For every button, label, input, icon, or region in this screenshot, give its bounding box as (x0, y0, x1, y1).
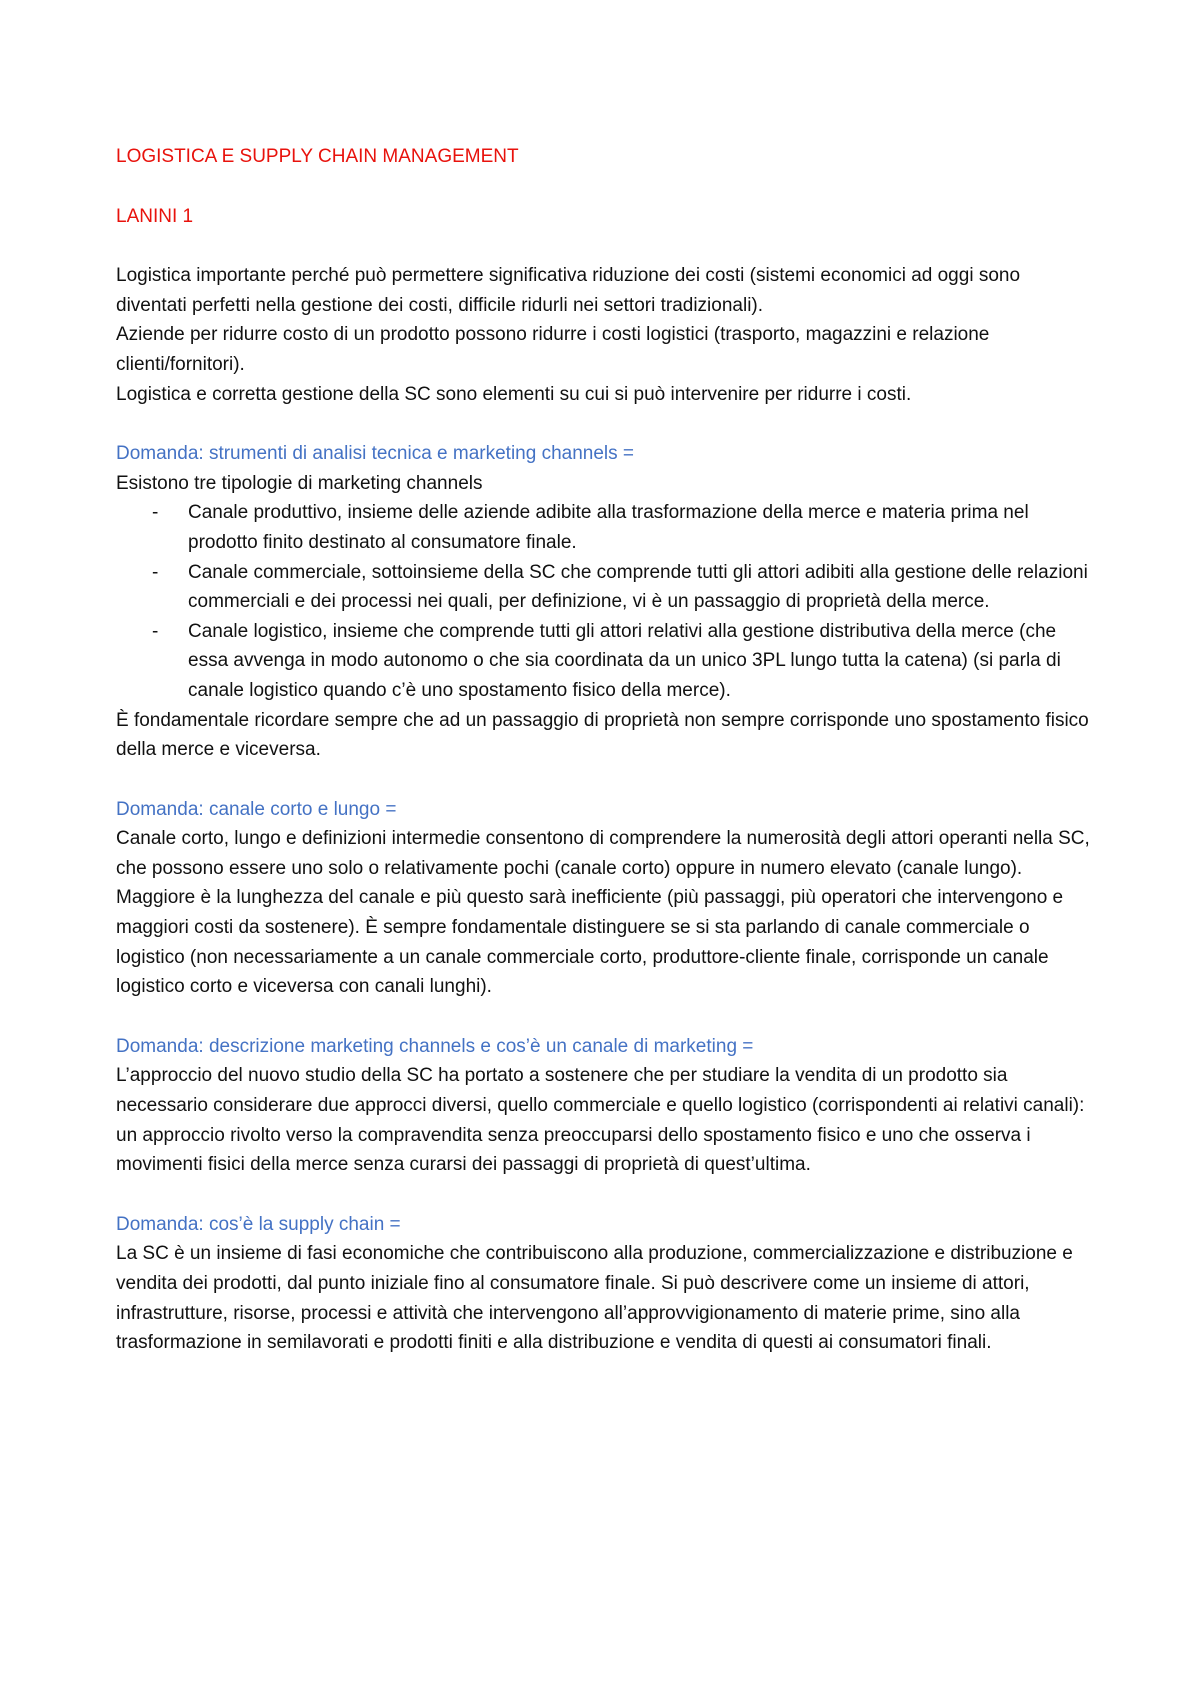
section-body: Canale corto, lungo e definizioni intermedie consentono di comprendere la numerosità degli attori operanti nella SC, che possono essere uno solo o relativamente pochi (canale corto) oppure in numero elevato (canale lungo). Maggiore è la lunghezza del canale e più questo sarà inefficiente (più passaggi, più operatori che intervengono e maggiori costi da sostenere). È sempre fondamentale distinguere se si sta parlando di canale commerciale o logistico (non necessariamente a un canale commerciale corto, produttore-cliente finale, corrisponde un canale logistico corto e viceversa con canali lunghi). (116, 828, 1090, 998)
list-item-text: Canale commerciale, sottoinsieme della SC che comprende tutti gli attori adibiti alla gestione delle relazioni commerciali e dei processi nei quali, per definizione, vi è un passaggio di proprietà della merce. (188, 561, 1088, 613)
intro-paragraph: Logistica importante perché può permettere significativa riduzione dei costi (sistemi economici ad oggi sono diventati perfetti nella gestione dei costi, difficile ridurli nei settori tradizionali). (116, 265, 1021, 316)
section-supply-chain (116, 1210, 1096, 1358)
bullet-list (116, 498, 1096, 705)
section-body: La SC è un insieme di fasi economiche che contribuiscono alla produzione, commercializzazione e distribuzione e vendita dei prodotti, dal punto iniziale fino al consumatore finale. Si può descrivere come un insieme di attori, infrastrutture, risorse, processi e attività che intervengono all’approvvigionamento di materie prime, sino alla trasformazione in semilavorati e prodotti finiti e alla distribuzione e vendita di questi ai consumatori finali. (116, 1243, 1073, 1354)
list-item (116, 617, 1096, 706)
document-title: LOGISTICA E SUPPLY CHAIN MANAGEMENT (116, 146, 519, 167)
list-item-text: Canale logistico, insieme che comprende tutti gli attori relativi alla gestione distributiva della merce (che essa avvenga in modo autonomo o che sia coordinata da un unico 3PL lungo tutta la catena) (si parla di canale logistico quando c’è uno spostamento fisico della merce). (188, 620, 1061, 701)
section-lead: Esistono tre tipologie di marketing channels (116, 472, 483, 494)
intro-paragraph: Aziende per ridurre costo di un prodotto possono ridurre i costi logistici (trasporto, magazzini e relazione clienti/fornitori). (116, 324, 990, 375)
section-body: L’approccio del nuovo studio della SC ha portato a sostenere che per studiare la vendita di un prodotto sia necessario considerare due approcci diversi, quello commerciale e quello logistico (corrispondenti ai relativi canali): un approccio rivolto verso la compravendita senza preoccuparsi dello spostamento fisico e uno che osserva i movimenti fisici della merce senza curarsi dei passaggi di proprietà di quest’ultima. (116, 1065, 1085, 1176)
document-page (116, 142, 1096, 1358)
list-item (116, 498, 1096, 557)
document-subtitle: LANINI 1 (116, 205, 194, 227)
list-item (116, 558, 1096, 617)
list-item-text: Canale produttivo, insieme delle aziende adibite alla trasformazione della merce e materia prima nel prodotto finito destinato al consumatore finale. (188, 502, 1029, 553)
section-question: Domanda: strumenti di analisi tecnica e marketing channels = (116, 443, 635, 465)
bullet-marker: - (152, 502, 159, 524)
section-canale-corto-lungo (116, 795, 1096, 1002)
section-question: Domanda: cos’è la supply chain = (116, 1213, 401, 1235)
section-marketing-channels (116, 439, 1096, 765)
bullet-marker: - (152, 561, 159, 583)
intro-block (116, 261, 1096, 409)
bullet-marker: - (152, 620, 159, 642)
section-closing: È fondamentale ricordare sempre che ad un passaggio di proprietà non sempre corrisponde uno spostamento fisico della merce e viceversa. (116, 709, 1089, 761)
intro-paragraph: Logistica e corretta gestione della SC sono elementi su cui si può intervenire per ridurre i costi. (116, 383, 912, 405)
section-canale-marketing (116, 1032, 1096, 1180)
section-question: Domanda: descrizione marketing channels e cos’è un canale di marketing = (116, 1035, 754, 1057)
section-question: Domanda: canale corto e lungo = (116, 798, 397, 820)
